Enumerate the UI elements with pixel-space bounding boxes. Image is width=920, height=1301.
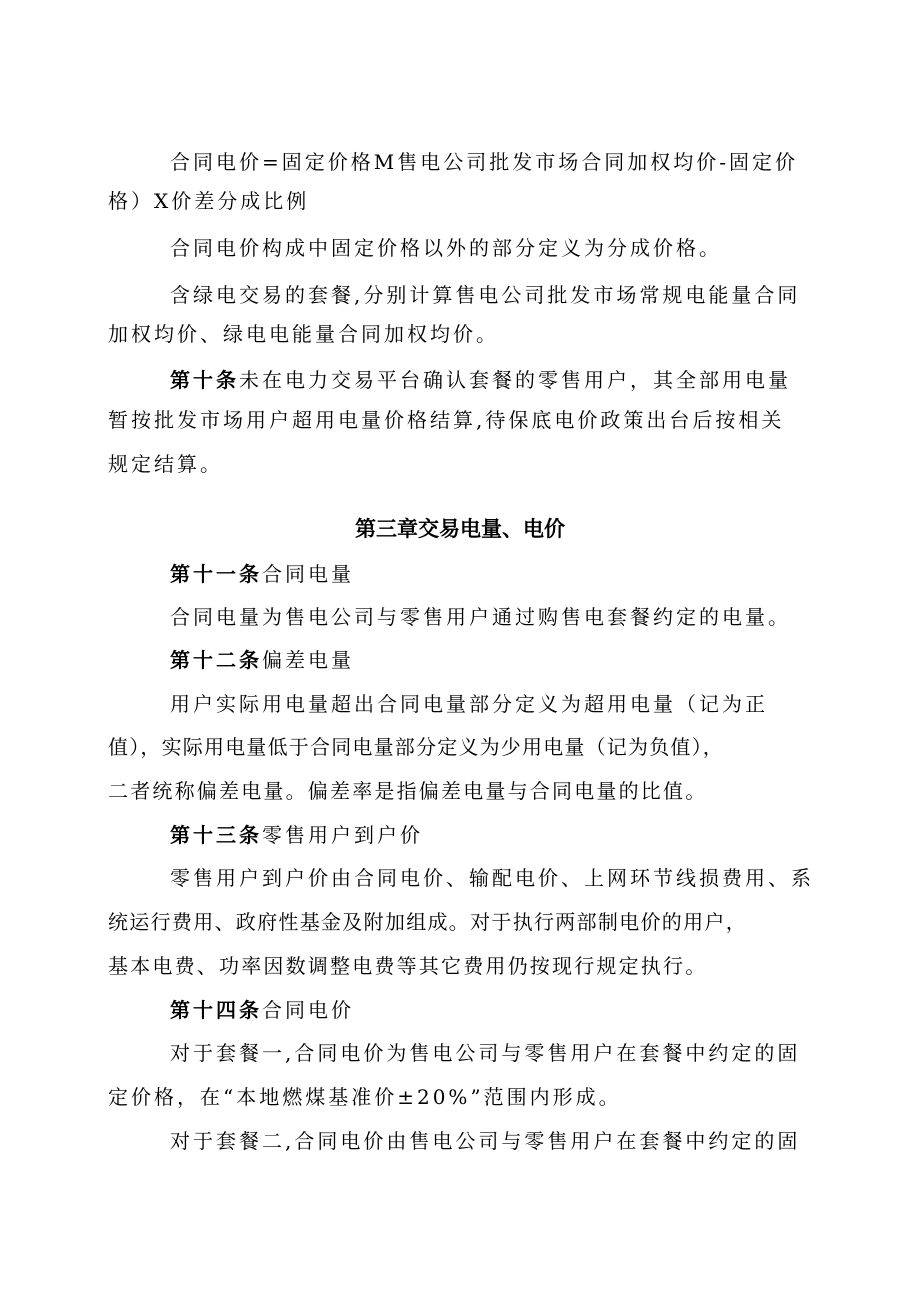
text-line: 二者统称偏差电量。偏差率是指偏差电量与合同电量的比值。 — [108, 779, 708, 803]
text-line: 含绿电交易的套餐,分别计算售电公司批发市场常规电能量合同 — [170, 283, 801, 307]
text-line: 值），实际用电量低于合同电量部分定义为少用电量（记为负值）， — [108, 735, 724, 759]
text-line: 暂按批发市场用户超用电量价格结算,待保底电价政策出台后按相关 — [108, 408, 785, 432]
article-title: 合同电量 — [262, 562, 354, 586]
article-label: 第十三条 — [170, 823, 262, 847]
text-line: 对于套餐一,合同电价为售电公司与零售用户在套餐中约定的固 — [170, 1041, 801, 1065]
article-10-line — [170, 368, 791, 392]
article-title: 偏差电量 — [262, 648, 354, 672]
text-line: 格）X价差分成比例 — [108, 189, 310, 213]
text-line: 基本电费、功率因数调整电费等其它费用仍按现行规定执行。 — [108, 954, 708, 978]
article-label: 第十四条 — [170, 998, 262, 1022]
text-line: 合同电价构成中固定价格以外的部分定义为分成价格。 — [170, 236, 722, 260]
text-line: 定价格，在“本地燃煤基准价±20%”范围内形成。 — [108, 1085, 622, 1109]
text-line: 合同电量为售电公司与零售用户通过购售电套餐约定的电量。 — [170, 605, 791, 629]
article-label: 第十一条 — [170, 562, 262, 586]
text-line: 合同电价=固定价格M售电公司批发市场合同加权均价-固定价 — [170, 150, 798, 174]
article-title: 零售用户到户价 — [262, 823, 423, 847]
chapter-title: 第三章交易电量、电价 — [355, 517, 565, 541]
text-line: 统运行费用、政府性基金及附加组成。对于执行两部制电价的用户， — [108, 910, 747, 934]
article-label: 第十二条 — [170, 648, 262, 672]
text-line: 用户实际用电量超出合同电量部分定义为超用电量（记为正 — [170, 692, 768, 716]
article-label: 第十条 — [170, 368, 239, 392]
article-title: 合同电价 — [262, 998, 354, 1022]
article-12-heading — [170, 648, 354, 672]
text-line: 零售用户到户价由合同电价、输配电价、上网环节线损费用、系 — [170, 866, 814, 890]
text-line: 对于套餐二,合同电价由售电公司与零售用户在套餐中约定的固 — [170, 1129, 801, 1153]
article-14-heading — [170, 998, 354, 1022]
article-13-heading — [170, 823, 423, 847]
article-11-heading — [170, 562, 354, 586]
text-run: 未在电力交易平台确认套餐的零售用户，其全部用电量 — [239, 368, 791, 392]
text-line: 规定结算。 — [108, 452, 223, 476]
text-line: 加权均价、绿电电能量合同加权均价。 — [108, 322, 499, 346]
